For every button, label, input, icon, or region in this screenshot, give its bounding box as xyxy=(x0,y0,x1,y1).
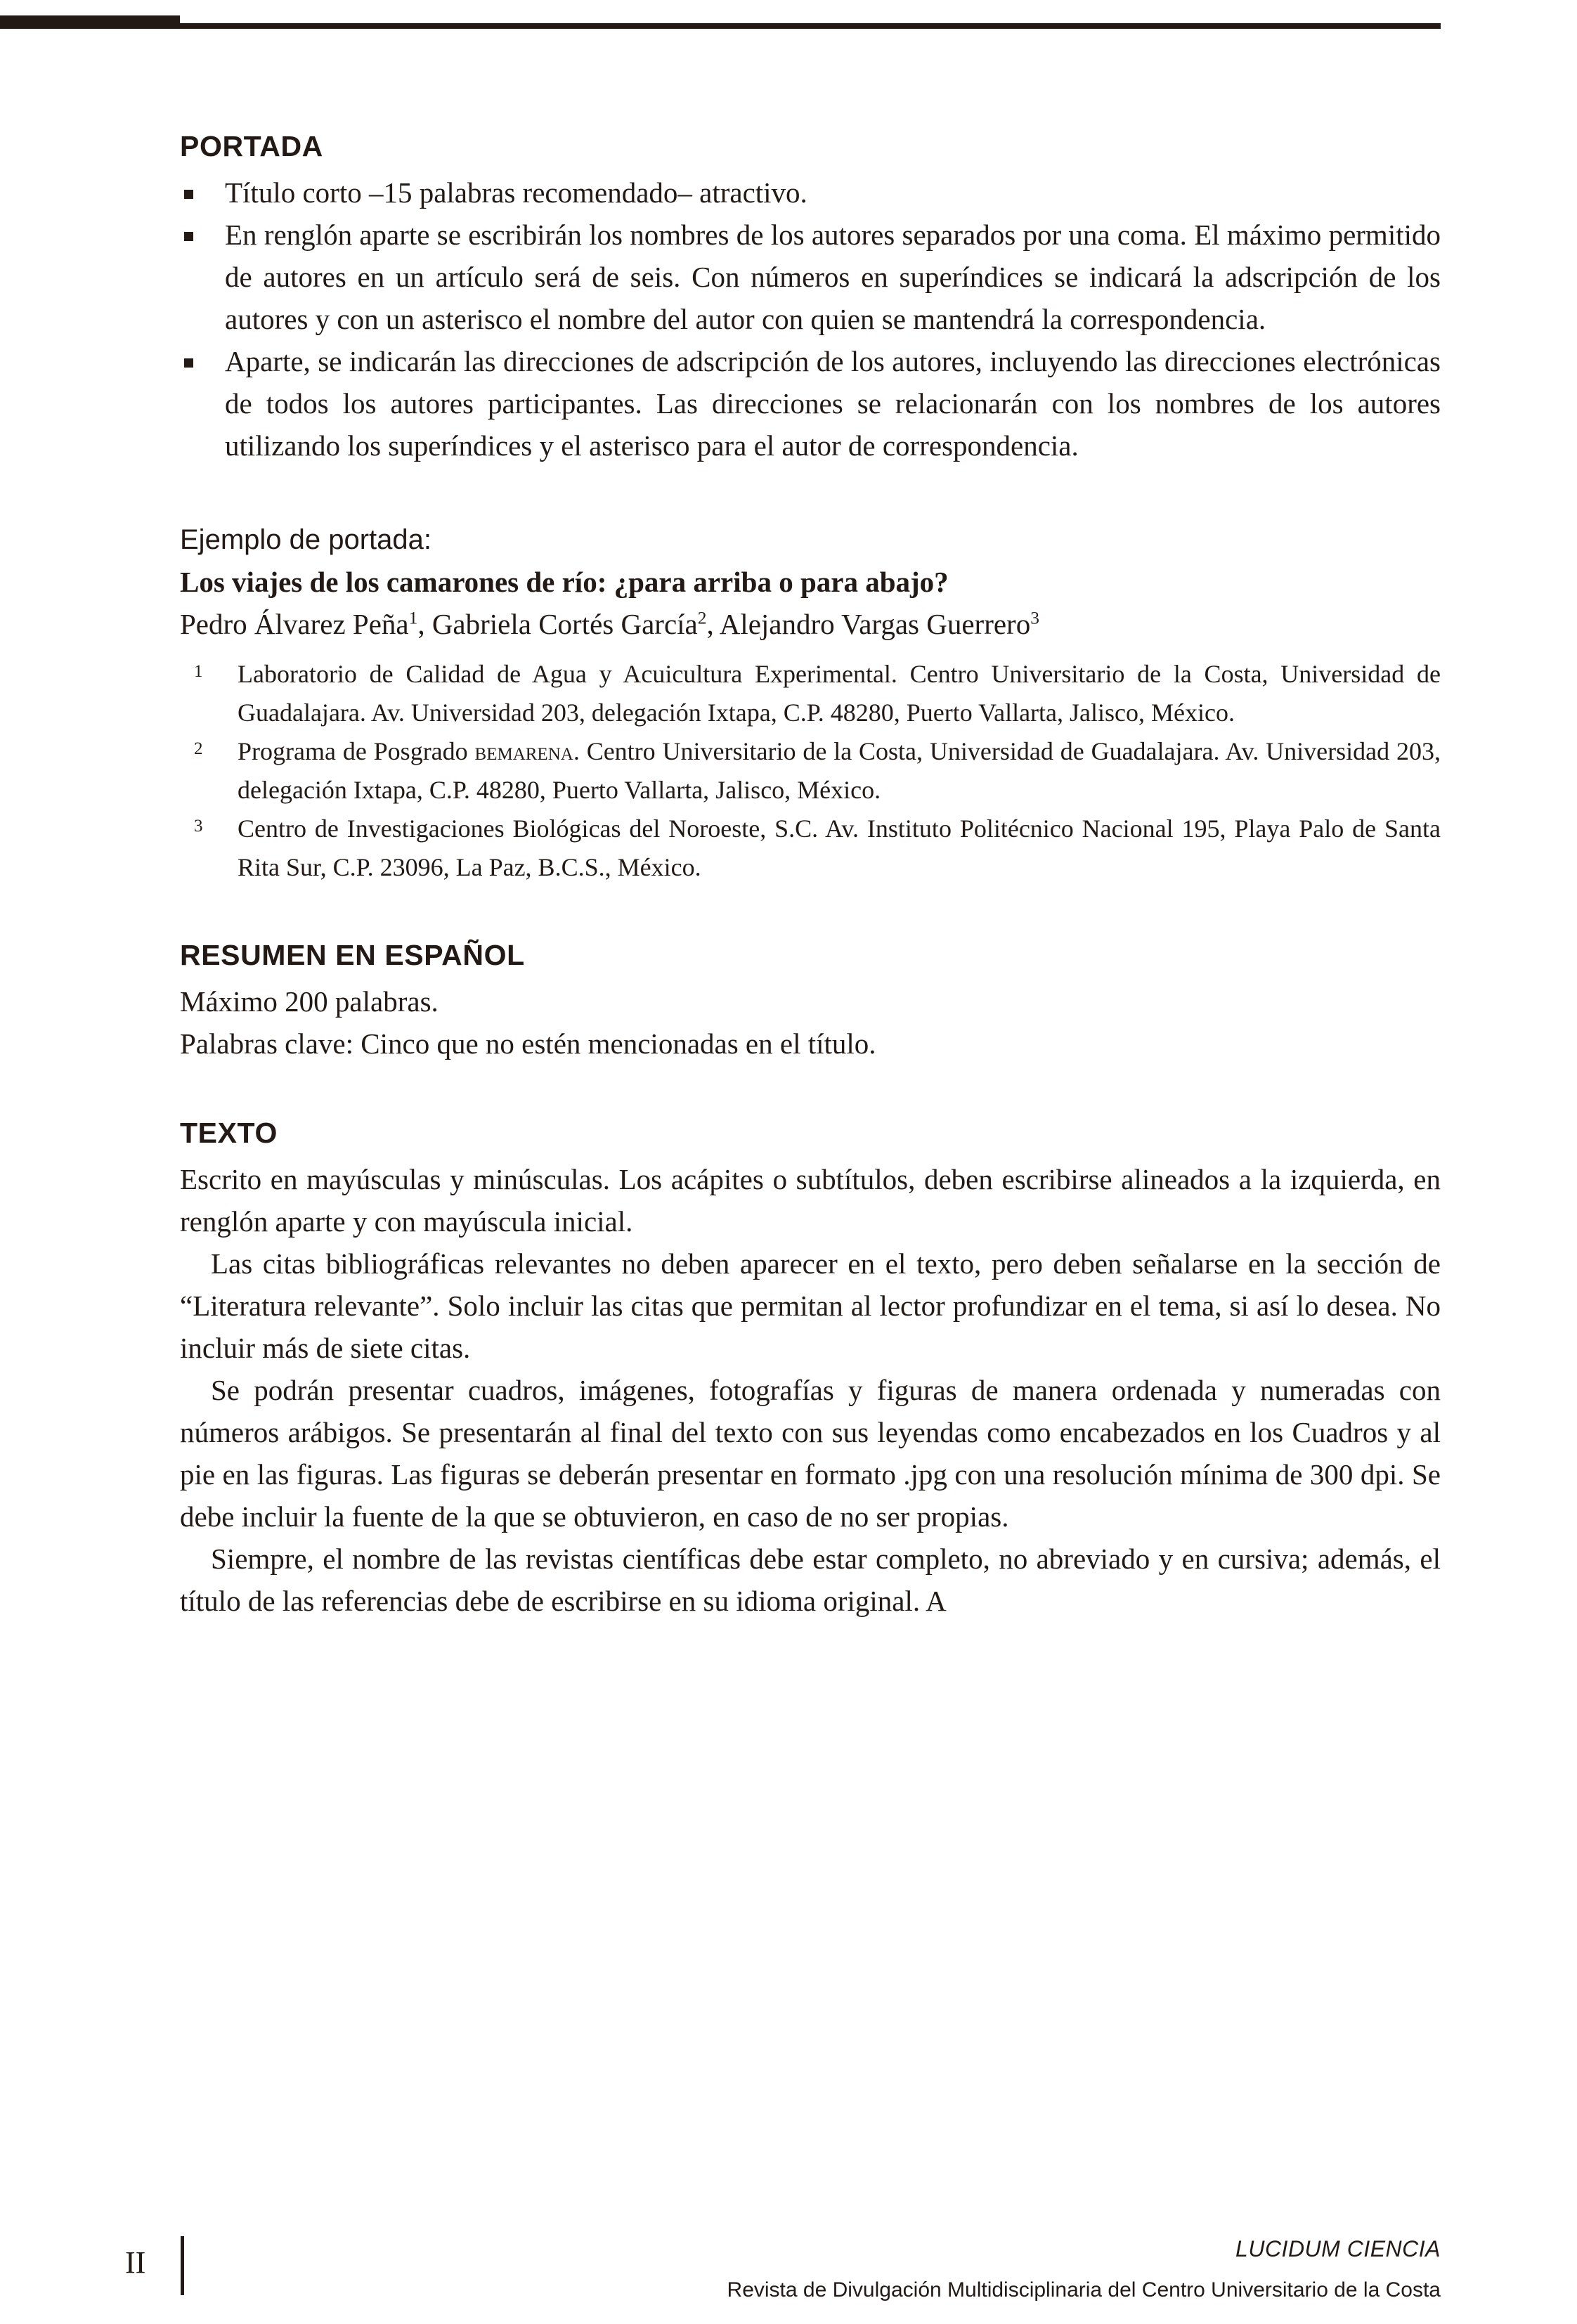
author-name: Pedro Álvarez Peña xyxy=(180,608,409,641)
square-bullet-icon xyxy=(184,190,193,199)
article-content xyxy=(180,130,1441,1622)
footer-divider xyxy=(181,2236,184,2295)
texto-paragraph: Escrito en mayúsculas y minúsculas. Los acápites o subtítulos, deben escribirse alineados a la izquierda, en renglón aparte y con mayúscula inicial. xyxy=(180,1163,1441,1238)
author-affiliation-superscript: 2 xyxy=(697,608,707,628)
affiliation-item xyxy=(180,732,1441,810)
affiliation-text: Laboratorio de Calidad de Agua y Acuicultura Experimental. Centro Universitario de la Costa, Universidad de Guadalajara. Av. Universidad 203, delegación Ixtapa, C.P. 48280, Puerto Vallarta, Jalisco, México. xyxy=(238,660,1441,727)
affiliation-item xyxy=(180,655,1441,732)
example-cover-title: Los viajes de los camarones de río: ¿para arriba o para abajo? xyxy=(180,566,949,599)
affiliation-number: 3 xyxy=(194,817,203,836)
list-item-text: Título corto –15 palabras recomendado– atractivo. xyxy=(225,176,807,209)
section-heading-resumen: RESUMEN EN ESPAÑOL xyxy=(180,939,525,972)
resumen-paragraph: Máximo 200 palabras. xyxy=(180,985,439,1018)
affiliation-text-before: Programa de Posgrado xyxy=(238,737,475,766)
author-name: Gabriela Cortés García xyxy=(431,608,698,641)
section-heading-portada: PORTADA xyxy=(180,130,323,162)
author-affiliation-superscript: 3 xyxy=(1030,608,1039,628)
footer-journal-name: LUCIDUM CIENCIA xyxy=(1235,2236,1441,2261)
affiliation-list xyxy=(180,655,1441,887)
list-item-text: En renglón aparte se escribirán los nombres de los autores separados por una coma. El máximo permitido de autores en un artículo será de seis. Con números en superíndices se indicará la adscripción de los autores y con un asterisco el nombre del autor con quien se mantendrá la correspondencia. xyxy=(225,219,1441,336)
affiliation-text: Centro de Investigaciones Biológicas del Noroeste, S.C. Av. Instituto Politécnico Nacional 195, Playa Palo de Santa Rita Sur, C.P. 23096, La Paz, B.C.S., México. xyxy=(238,814,1441,882)
spacer xyxy=(180,467,1441,519)
author-name: Alejandro Vargas Guerrero xyxy=(719,608,1031,641)
author-separator: , xyxy=(417,608,432,641)
page-body xyxy=(180,0,1441,2324)
affiliation-item xyxy=(180,810,1441,887)
texto-paragraph: Las citas bibliográficas relevantes no deben aparecer en el texto, pero deben señalarse en la sección de “Literatura relevante”. Solo incluir las citas que permitan al lector profundizar en el tema, si así lo desea. No incluir más de siete citas. xyxy=(180,1247,1441,1365)
resumen-paragraph: Palabras clave: Cinco que no estén mencionadas en el título. xyxy=(180,1027,876,1060)
page-number: II xyxy=(125,2245,146,2280)
affiliation-program-acronym: bemarena xyxy=(474,737,573,766)
header-rule-thick xyxy=(0,15,180,29)
affiliation-text-after: . Centro Universitario de la Costa, Universidad de Guadalajara. Av. Universidad 203, delegación Ixtapa, C.P. 48280, Puerto Vallarta, Jalisco, México. xyxy=(238,737,1441,805)
list-item xyxy=(180,171,1441,214)
spacer xyxy=(180,1065,1441,1117)
author-affiliation-superscript: 1 xyxy=(408,608,418,628)
square-bullet-icon xyxy=(184,232,193,241)
square-bullet-icon xyxy=(184,358,193,368)
spacer xyxy=(180,887,1441,939)
list-item xyxy=(180,340,1441,467)
portada-bullet-list xyxy=(180,171,1441,467)
footer-journal-subtitle: Revista de Divulgación Multidisciplinaria del Centro Universitario de la Costa xyxy=(727,2278,1441,2302)
list-item xyxy=(180,214,1441,340)
affiliation-number: 2 xyxy=(194,739,203,759)
author-separator: , xyxy=(706,608,720,641)
texto-paragraph: Siempre, el nombre de las revistas científicas debe estar completo, no abreviado y en cursiva; además, el título de las referencias debe de escribirse en su idioma original. A xyxy=(180,1543,1441,1618)
affiliation-number: 1 xyxy=(194,662,203,682)
list-item-text: Aparte, se indicarán las direcciones de adscripción de los autores, incluyendo las direcciones electrónicas de todos los autores participantes. Las direcciones se relacionarán con los nombres de los autores utilizando los superíndices y el asterisco para el autor de correspondencia. xyxy=(225,345,1441,462)
texto-paragraph: Se podrán presentar cuadros, imágenes, fotografías y figuras de manera ordenada y numeradas con números arábigos. Se presentarán al final del texto con sus leyendas como encabezados en los Cuadros y al pie en las figuras. Las figuras se deberán presentar en formato .jpg con una resolución mínima de 300 dpi. Se debe incluir la fuente de la que se obtuvieron, en caso de no ser propias. xyxy=(180,1374,1441,1533)
section-heading-texto: TEXTO xyxy=(180,1117,278,1150)
example-cover-label: Ejemplo de portada: xyxy=(180,524,432,556)
example-cover-authors xyxy=(180,603,1441,645)
